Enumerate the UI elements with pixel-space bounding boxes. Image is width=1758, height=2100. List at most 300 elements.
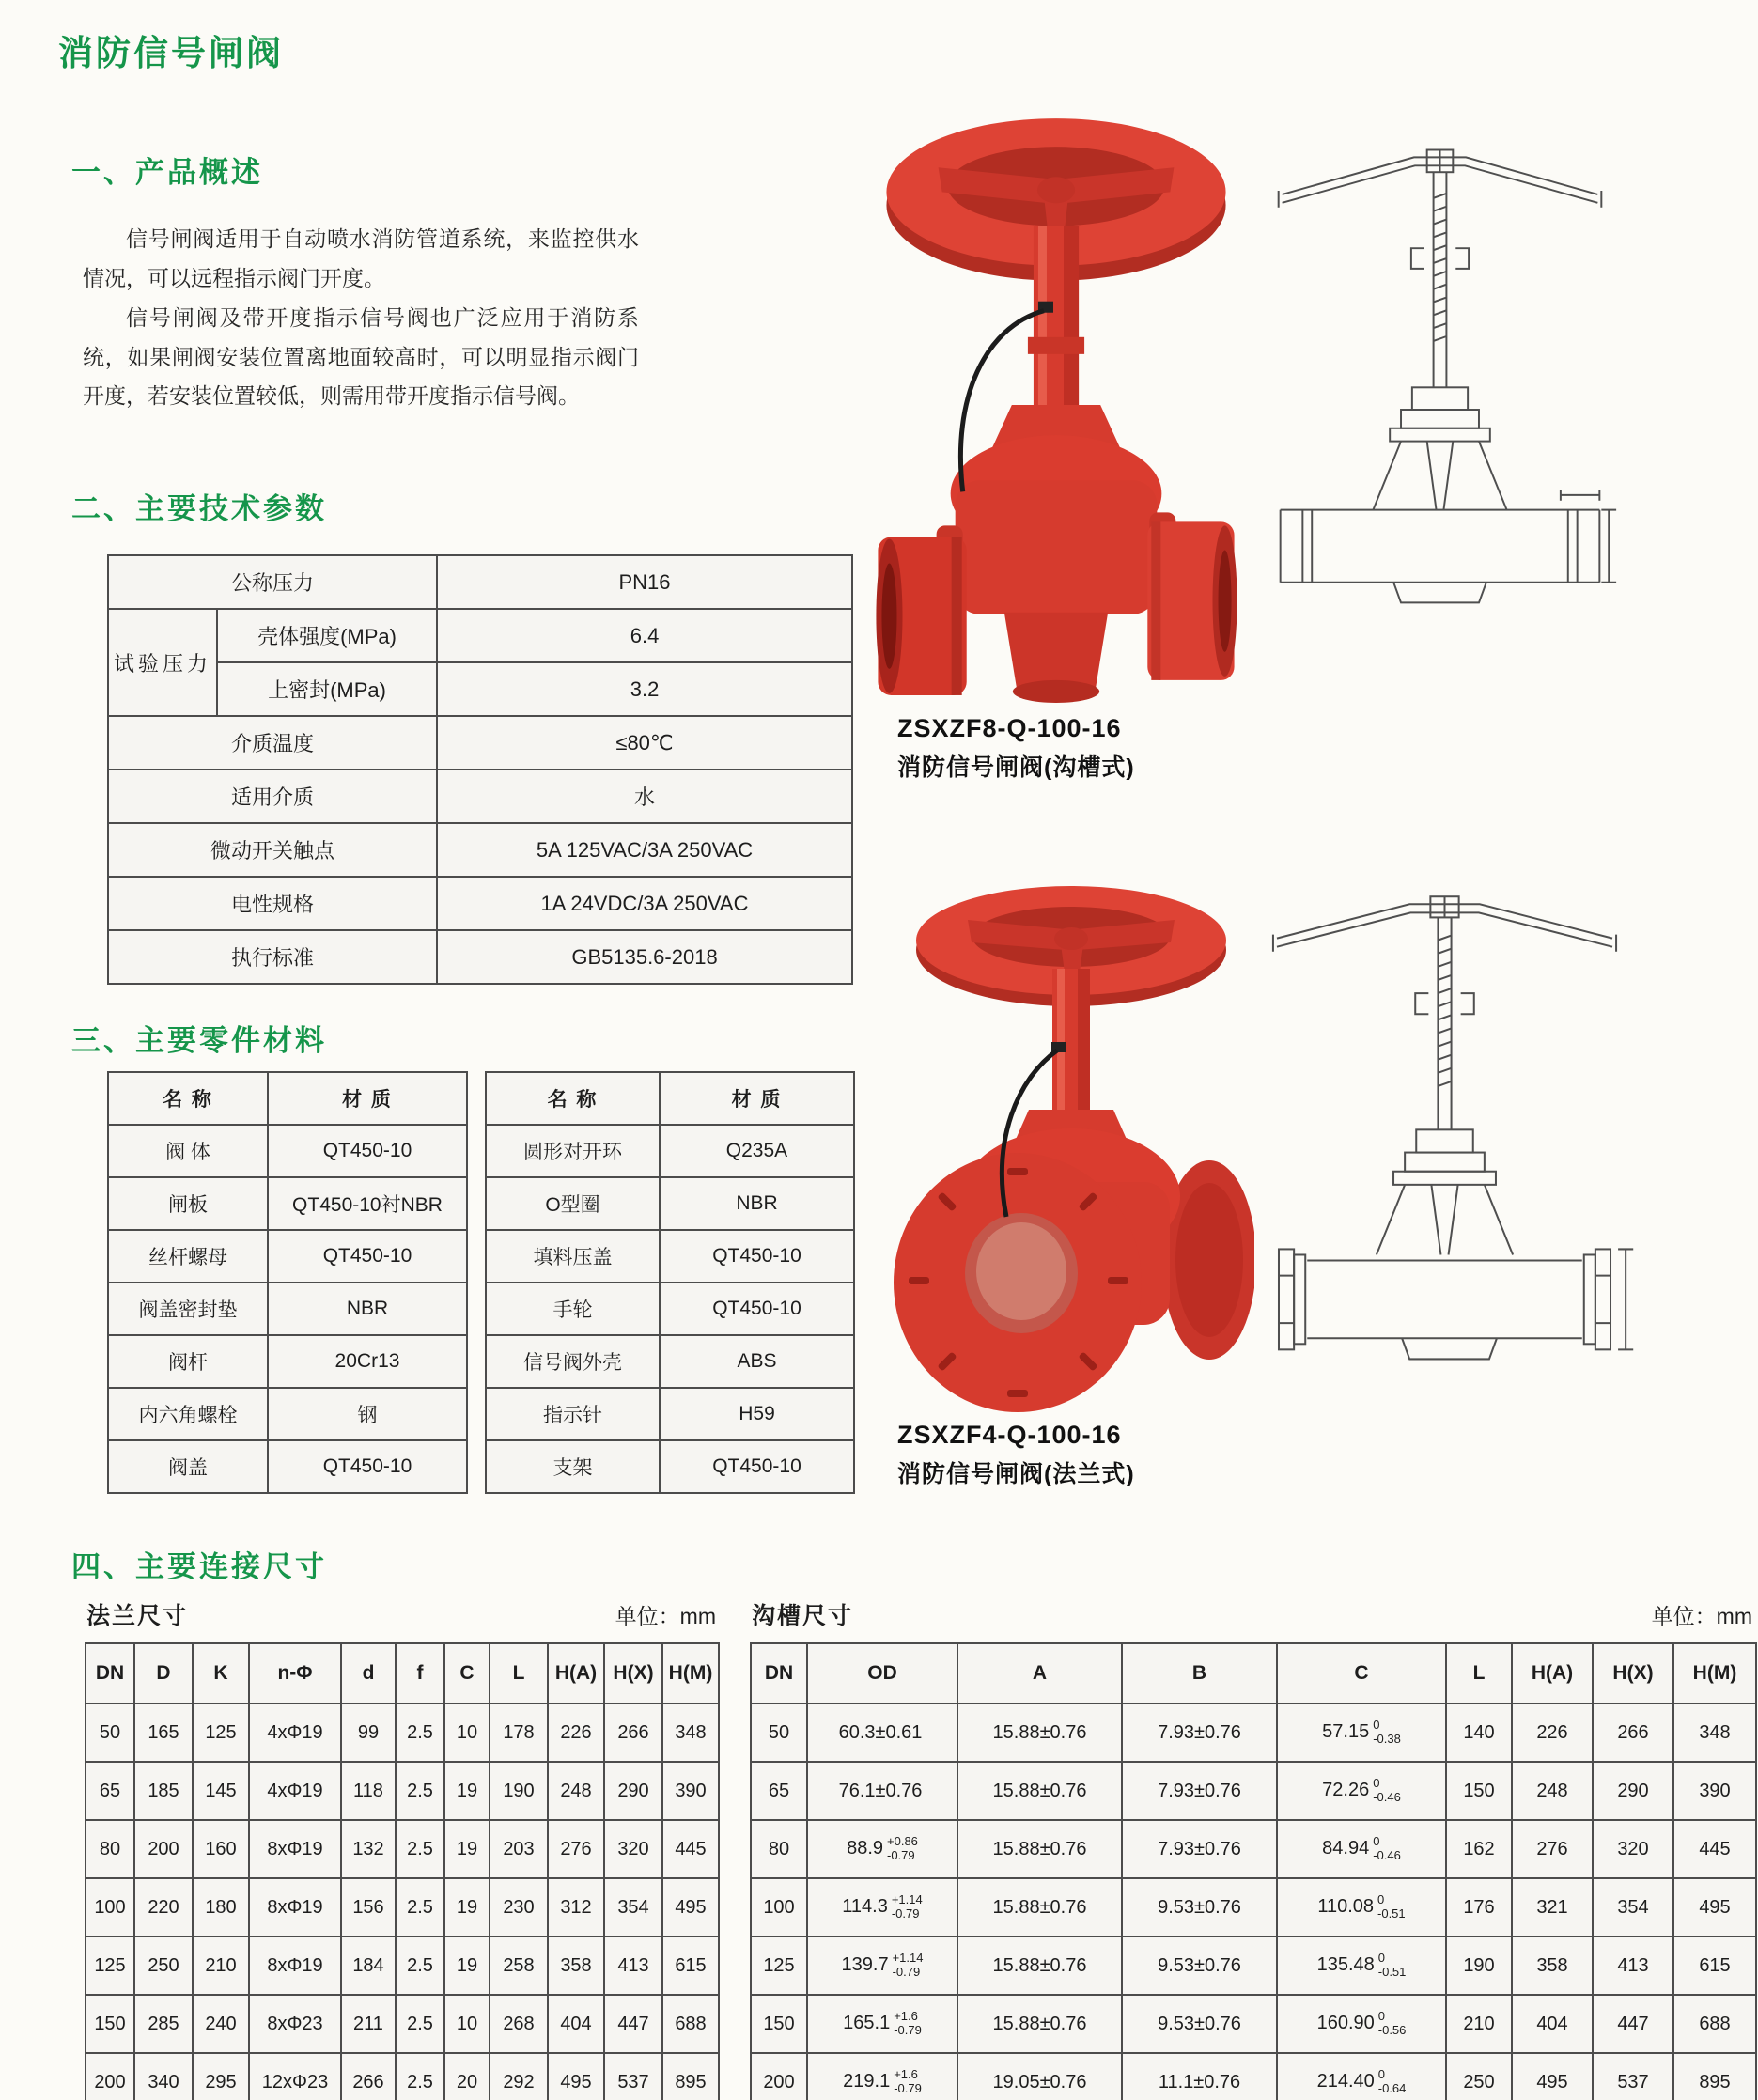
groove-unit-label: 单位：mm xyxy=(1651,1604,1752,1628)
value-text: 139.7 xyxy=(841,1954,889,1976)
cell: 200 xyxy=(86,2053,134,2100)
cell: 495 xyxy=(1512,2053,1593,2100)
part-name: 填料压盖 xyxy=(486,1230,660,1283)
cell: 99 xyxy=(341,1703,396,1762)
tolerance xyxy=(893,1952,924,1980)
cell: 9.53±0.76 xyxy=(1122,1878,1277,1937)
part-material: Q235A xyxy=(660,1125,854,1177)
table-row xyxy=(486,1125,854,1177)
cell: 185 xyxy=(134,1762,193,1820)
cell: 276 xyxy=(1512,1820,1593,1878)
cell: 321 xyxy=(1512,1878,1593,1937)
cell: 8xΦ19 xyxy=(249,1878,341,1937)
cell xyxy=(1277,1703,1446,1762)
cell: 358 xyxy=(1512,1937,1593,1995)
cell: 537 xyxy=(604,2053,662,2100)
cell xyxy=(807,1703,957,1762)
table-row xyxy=(486,1440,854,1493)
cell: 404 xyxy=(548,1995,604,2053)
cell: 100 xyxy=(751,1878,807,1937)
value-text: 76.1±0.76 xyxy=(838,1780,923,1801)
cell: 8xΦ23 xyxy=(249,1995,341,2053)
part-material: H59 xyxy=(660,1388,854,1440)
cell: 348 xyxy=(662,1703,719,1762)
flanged-valve-photo xyxy=(879,857,1254,1413)
materials-table-right xyxy=(485,1071,855,1494)
page-title: 消防信号闸阀 xyxy=(58,34,284,72)
flanged-valve-drawing xyxy=(1250,872,1640,1422)
cell xyxy=(807,1878,957,1937)
flange-dimensions-table xyxy=(85,1642,720,2100)
cell: 9.53±0.76 xyxy=(1122,1995,1277,2053)
column-header: H(X) xyxy=(1593,1643,1673,1703)
cell: 320 xyxy=(1593,1820,1673,1878)
cell: 4xΦ19 xyxy=(249,1703,341,1762)
table-header-row xyxy=(86,1643,719,1703)
cell: 184 xyxy=(341,1937,396,1995)
cell: 12xΦ23 xyxy=(249,2053,341,2100)
column-header: C xyxy=(444,1643,490,1703)
cell: 132 xyxy=(341,1820,396,1878)
cell: 15.88±0.76 xyxy=(957,1937,1122,1995)
column-header: K xyxy=(193,1643,249,1703)
cell: 226 xyxy=(548,1703,604,1762)
cell: 4xΦ19 xyxy=(249,1762,341,1820)
table-row xyxy=(486,1388,854,1440)
table-row xyxy=(108,877,852,930)
tolerance xyxy=(894,2068,922,2096)
part-material: QT450-10 xyxy=(660,1440,854,1493)
cell: 200 xyxy=(751,2053,807,2100)
tolerance-lower: -0.64 xyxy=(1377,2081,1407,2095)
cell xyxy=(1277,2053,1446,2100)
table-row xyxy=(108,1230,467,1283)
value-text: 214.40 xyxy=(1316,2071,1375,2092)
column-header: L xyxy=(490,1643,548,1703)
column-header: H(A) xyxy=(1512,1643,1593,1703)
section-4-heading: 四、主要连接尺寸 xyxy=(71,1550,327,1583)
tolerance-upper: +0.86 xyxy=(887,1834,918,1849)
cell: 348 xyxy=(1673,1703,1756,1762)
table-row xyxy=(86,1878,719,1937)
cell: 150 xyxy=(86,1995,134,2053)
part-material: QT450-10 xyxy=(660,1230,854,1283)
tolerance xyxy=(892,1893,923,1921)
cell: 19 xyxy=(444,1878,490,1937)
cell: 19.05±0.76 xyxy=(957,2053,1122,2100)
part-material: QT450-10 xyxy=(268,1125,467,1177)
value-text: 114.3 xyxy=(842,1896,888,1918)
part-name: 阀盖密封垫 xyxy=(108,1283,268,1335)
cell: 2.5 xyxy=(396,2053,444,2100)
cell: 125 xyxy=(751,1937,807,1995)
cell: 220 xyxy=(134,1878,193,1937)
param-value: GB5135.6-2018 xyxy=(437,930,852,984)
column-header: D xyxy=(134,1643,193,1703)
column-header: B xyxy=(1122,1643,1277,1703)
cell: 145 xyxy=(193,1762,249,1820)
table-row xyxy=(86,1762,719,1820)
cell: 340 xyxy=(134,2053,193,2100)
tolerance-upper: +1.14 xyxy=(891,1892,923,1907)
part-name: 阀杆 xyxy=(108,1335,268,1388)
flanged-model-code: ZSXZF4-Q-100-16 xyxy=(897,1421,1122,1449)
cell: 80 xyxy=(86,1820,134,1878)
value-text: 57.15 xyxy=(1322,1721,1370,1743)
param-value: 3.2 xyxy=(437,662,852,716)
cell: 19 xyxy=(444,1937,490,1995)
cell: 200 xyxy=(134,1820,193,1878)
cell xyxy=(807,1762,957,1820)
value-text: 165.1 xyxy=(843,2013,891,2034)
part-material: NBR xyxy=(660,1177,854,1230)
table-row xyxy=(108,1388,467,1440)
grooved-valve-photo xyxy=(872,86,1240,708)
cell: 210 xyxy=(193,1937,249,1995)
cell: 100 xyxy=(86,1878,134,1937)
table-row xyxy=(108,1335,467,1388)
table-row xyxy=(108,1177,467,1230)
cell: 2.5 xyxy=(396,1820,444,1878)
cell: 615 xyxy=(662,1937,719,1995)
table-row xyxy=(751,1820,1756,1878)
cell: 688 xyxy=(1673,1995,1756,2053)
cell: 258 xyxy=(490,1937,548,1995)
param-label: 执行标准 xyxy=(108,930,437,984)
cell: 178 xyxy=(490,1703,548,1762)
tolerance-lower: -0.46 xyxy=(1373,1790,1401,1804)
cell: 495 xyxy=(548,2053,604,2100)
flange-unit-label: 单位：mm xyxy=(615,1604,716,1628)
table-row xyxy=(486,1283,854,1335)
cell: 160 xyxy=(193,1820,249,1878)
part-name: 支架 xyxy=(486,1440,660,1493)
cell xyxy=(1277,1995,1446,2053)
cell: 390 xyxy=(1673,1762,1756,1820)
table-row xyxy=(486,1177,854,1230)
cell: 15.88±0.76 xyxy=(957,1995,1122,2053)
table-row xyxy=(108,930,852,984)
value-text: 219.1 xyxy=(843,2071,891,2092)
part-material: NBR xyxy=(268,1283,467,1335)
cell: 250 xyxy=(1446,2053,1512,2100)
overview-paragraph-1: 信号闸阀适用于自动喷水消防管道系统，来监控供水情况，可以远程指示阀门开度。 xyxy=(83,226,639,290)
cell xyxy=(807,1937,957,1995)
column-header: L xyxy=(1446,1643,1512,1703)
cell: 2.5 xyxy=(396,1762,444,1820)
cell: 11.1±0.76 xyxy=(1122,2053,1277,2100)
cell: 615 xyxy=(1673,1937,1756,1995)
param-label: 电性规格 xyxy=(108,877,437,930)
cell: 292 xyxy=(490,2053,548,2100)
tolerance-upper: +1.6 xyxy=(894,2009,918,2024)
param-value: 1A 24VDC/3A 250VAC xyxy=(437,877,852,930)
part-material: QT450-10 xyxy=(268,1440,467,1493)
table-header-row xyxy=(751,1643,1756,1703)
cell: 895 xyxy=(1673,2053,1756,2100)
part-name: 指示针 xyxy=(486,1388,660,1440)
tolerance-lower: -0.46 xyxy=(1373,1848,1401,1862)
table-row xyxy=(86,1937,719,1995)
cell: 65 xyxy=(751,1762,807,1820)
cell: 7.93±0.76 xyxy=(1122,1703,1277,1762)
column-header: 名 称 xyxy=(486,1072,660,1125)
part-material: 20Cr13 xyxy=(268,1335,467,1388)
cell: 266 xyxy=(1593,1703,1673,1762)
param-label: 壳体强度(MPa) xyxy=(217,609,437,662)
tolerance-upper: 0 xyxy=(1377,2009,1385,2024)
cell: 15.88±0.76 xyxy=(957,1820,1122,1878)
part-name: 闸板 xyxy=(108,1177,268,1230)
cell: 248 xyxy=(548,1762,604,1820)
table-row xyxy=(86,1703,719,1762)
cell: 2.5 xyxy=(396,1937,444,1995)
cell: 413 xyxy=(604,1937,662,1995)
table-row xyxy=(751,2053,1756,2100)
tolerance-upper: 0 xyxy=(1377,2067,1385,2082)
column-header: DN xyxy=(86,1643,134,1703)
value-text: 88.9 xyxy=(847,1838,884,1859)
cell: 20 xyxy=(444,2053,490,2100)
table-row xyxy=(108,609,852,662)
part-name: 内六角螺栓 xyxy=(108,1388,268,1440)
table-row xyxy=(108,770,852,823)
cell: 285 xyxy=(134,1995,193,2053)
cell: 390 xyxy=(662,1762,719,1820)
cell xyxy=(1277,1762,1446,1820)
cell: 80 xyxy=(751,1820,807,1878)
param-label: 微动开关触点 xyxy=(108,823,437,877)
table-row xyxy=(108,1440,467,1493)
column-header: H(M) xyxy=(662,1643,719,1703)
grooved-model-code: ZSXZF8-Q-100-16 xyxy=(897,714,1122,742)
grooved-valve-drawing xyxy=(1254,105,1626,716)
cell: 2.5 xyxy=(396,1703,444,1762)
param-value: PN16 xyxy=(437,555,852,609)
cell: 140 xyxy=(1446,1703,1512,1762)
table-row xyxy=(751,1995,1756,2053)
cell: 7.93±0.76 xyxy=(1122,1820,1277,1878)
table-row xyxy=(86,2053,719,2100)
cell: 895 xyxy=(662,2053,719,2100)
cell: 10 xyxy=(444,1703,490,1762)
column-header: 材 质 xyxy=(268,1072,467,1125)
cell: 445 xyxy=(662,1820,719,1878)
cell: 447 xyxy=(1593,1995,1673,2053)
column-header: H(A) xyxy=(548,1643,604,1703)
cell: 50 xyxy=(86,1703,134,1762)
product-overview-text xyxy=(83,220,639,416)
part-name: 丝杆螺母 xyxy=(108,1230,268,1283)
table-row xyxy=(86,1995,719,2053)
cell: 320 xyxy=(604,1820,662,1878)
column-header: H(M) xyxy=(1673,1643,1756,1703)
param-label: 上密封(MPa) xyxy=(217,662,437,716)
table-row xyxy=(751,1878,1756,1937)
param-label: 介质温度 xyxy=(108,716,437,770)
cell: 290 xyxy=(1593,1762,1673,1820)
value-text: 160.90 xyxy=(1316,2013,1375,2034)
column-header: OD xyxy=(807,1643,957,1703)
tolerance-lower: -0.79 xyxy=(894,2081,922,2095)
cell: 447 xyxy=(604,1995,662,2053)
cell xyxy=(807,1995,957,2053)
cell: 413 xyxy=(1593,1937,1673,1995)
param-label: 适用介质 xyxy=(108,770,437,823)
materials-table-left xyxy=(107,1071,468,1494)
tolerance-upper: +1.14 xyxy=(892,1951,924,1966)
section-1-heading: 一、产品概述 xyxy=(71,156,263,189)
cell: 290 xyxy=(604,1762,662,1820)
part-material: QT450-10 xyxy=(268,1230,467,1283)
tolerance-lower: -0.79 xyxy=(894,2023,922,2037)
cell: 8xΦ19 xyxy=(249,1820,341,1878)
grooved-model-name: 消防信号闸阀(沟槽式) xyxy=(897,754,1135,781)
part-name: O型圈 xyxy=(486,1177,660,1230)
tolerance xyxy=(1378,2068,1407,2096)
table-row xyxy=(486,1230,854,1283)
cell: 495 xyxy=(662,1878,719,1937)
cell: 312 xyxy=(548,1878,604,1937)
cell: 240 xyxy=(193,1995,249,2053)
cell: 19 xyxy=(444,1820,490,1878)
tolerance-upper: 0 xyxy=(1373,1834,1380,1849)
tolerance xyxy=(894,2010,922,2038)
cell: 358 xyxy=(548,1937,604,1995)
cell: 125 xyxy=(193,1703,249,1762)
table-row xyxy=(108,1283,467,1335)
part-name: 阀 体 xyxy=(108,1125,268,1177)
cell: 268 xyxy=(490,1995,548,2053)
column-header: 名 称 xyxy=(108,1072,268,1125)
cell: 226 xyxy=(1512,1703,1593,1762)
param-label: 公称压力 xyxy=(108,555,437,609)
tolerance-lower: -0.79 xyxy=(891,1906,920,1921)
cell: 276 xyxy=(548,1820,604,1878)
cell xyxy=(1277,1878,1446,1937)
cell: 250 xyxy=(134,1937,193,1995)
value-text: 72.26 xyxy=(1322,1780,1370,1801)
flange-table-caption: 法兰尺寸 xyxy=(86,1603,189,1629)
cell: 190 xyxy=(1446,1937,1512,1995)
column-header: C xyxy=(1277,1643,1446,1703)
part-material: ABS xyxy=(660,1335,854,1388)
section-2-heading: 二、主要技术参数 xyxy=(71,492,327,525)
cell: 176 xyxy=(1446,1878,1512,1937)
cell: 7.93±0.76 xyxy=(1122,1762,1277,1820)
cell: 295 xyxy=(193,2053,249,2100)
table-row xyxy=(108,662,852,716)
column-header: n-Φ xyxy=(249,1643,341,1703)
tolerance xyxy=(1373,1719,1401,1747)
value-text: 110.08 xyxy=(1317,1896,1375,1918)
cell: 8xΦ19 xyxy=(249,1937,341,1995)
tolerance-upper: 0 xyxy=(1373,1718,1380,1733)
tolerance-upper: 0 xyxy=(1377,1892,1385,1907)
table-row xyxy=(486,1335,854,1388)
cell: 190 xyxy=(490,1762,548,1820)
tolerance-lower: -0.79 xyxy=(887,1848,915,1862)
tolerance-upper: 0 xyxy=(1373,1776,1380,1791)
cell: 445 xyxy=(1673,1820,1756,1878)
cell: 15.88±0.76 xyxy=(957,1878,1122,1937)
column-header: A xyxy=(957,1643,1122,1703)
tolerance-lower: -0.51 xyxy=(1377,1965,1407,1979)
cell: 15.88±0.76 xyxy=(957,1762,1122,1820)
tolerance-upper: 0 xyxy=(1377,1951,1385,1966)
tolerance-lower: -0.79 xyxy=(892,1965,921,1979)
tolerance xyxy=(1378,1952,1407,1980)
cell: 688 xyxy=(662,1995,719,2053)
cell xyxy=(807,1820,957,1878)
part-name: 阀盖 xyxy=(108,1440,268,1493)
cell: 230 xyxy=(490,1878,548,1937)
cell: 65 xyxy=(86,1762,134,1820)
value-text: 60.3±0.61 xyxy=(838,1721,923,1743)
part-material: QT450-10衬NBR xyxy=(268,1177,467,1230)
technical-parameters-table xyxy=(107,554,853,985)
flanged-model-name: 消防信号闸阀(法兰式) xyxy=(897,1461,1135,1487)
param-value: ≤80℃ xyxy=(437,716,852,770)
cell: 210 xyxy=(1446,1995,1512,2053)
part-name: 手轮 xyxy=(486,1283,660,1335)
cell xyxy=(807,2053,957,2100)
tolerance xyxy=(1373,1777,1401,1805)
cell: 2.5 xyxy=(396,1878,444,1937)
groove-table-caption: 沟槽尺寸 xyxy=(752,1603,854,1629)
table-row xyxy=(86,1820,719,1878)
column-header: d xyxy=(341,1643,396,1703)
cell: 9.53±0.76 xyxy=(1122,1937,1277,1995)
tolerance-upper: +1.6 xyxy=(894,2067,918,2082)
column-header: H(X) xyxy=(604,1643,662,1703)
cell: 165 xyxy=(134,1703,193,1762)
flanged-model-caption xyxy=(897,1421,1135,1489)
table-row xyxy=(751,1937,1756,1995)
table-row xyxy=(751,1762,1756,1820)
grooved-model-caption xyxy=(897,714,1135,783)
part-material: 钢 xyxy=(268,1388,467,1440)
tolerance-lower: -0.38 xyxy=(1373,1732,1401,1746)
table-row xyxy=(108,1125,467,1177)
cell: 354 xyxy=(604,1878,662,1937)
param-value: 6.4 xyxy=(437,609,852,662)
cell: 125 xyxy=(86,1937,134,1995)
cell: 404 xyxy=(1512,1995,1593,2053)
overview-paragraph-2: 信号闸阀及带开度指示信号阀也广泛应用于消防系统，如果闸阀安装位置离地面较高时，可以明显指示阀门开度，若安装位置较低，则需用带开度指示信号阀。 xyxy=(83,304,639,409)
cell: 495 xyxy=(1673,1878,1756,1937)
cell: 266 xyxy=(341,2053,396,2100)
section-3-heading: 三、主要零件材料 xyxy=(71,1024,327,1057)
cell: 2.5 xyxy=(396,1995,444,2053)
part-name: 圆形对开环 xyxy=(486,1125,660,1177)
cell: 156 xyxy=(341,1878,396,1937)
tolerance xyxy=(887,1835,918,1863)
tolerance-lower: -0.51 xyxy=(1377,1906,1406,1921)
cell: 537 xyxy=(1593,2053,1673,2100)
param-group-label: 试验压力 xyxy=(108,609,217,716)
table-row xyxy=(751,1703,1756,1762)
cell: 150 xyxy=(751,1995,807,2053)
cell xyxy=(1277,1937,1446,1995)
tolerance xyxy=(1373,1835,1401,1863)
part-name: 信号阀外壳 xyxy=(486,1335,660,1388)
cell: 211 xyxy=(341,1995,396,2053)
cell: 180 xyxy=(193,1878,249,1937)
value-text: 84.94 xyxy=(1322,1838,1370,1859)
column-header: 材 质 xyxy=(660,1072,854,1125)
param-value: 5A 125VAC/3A 250VAC xyxy=(437,823,852,877)
